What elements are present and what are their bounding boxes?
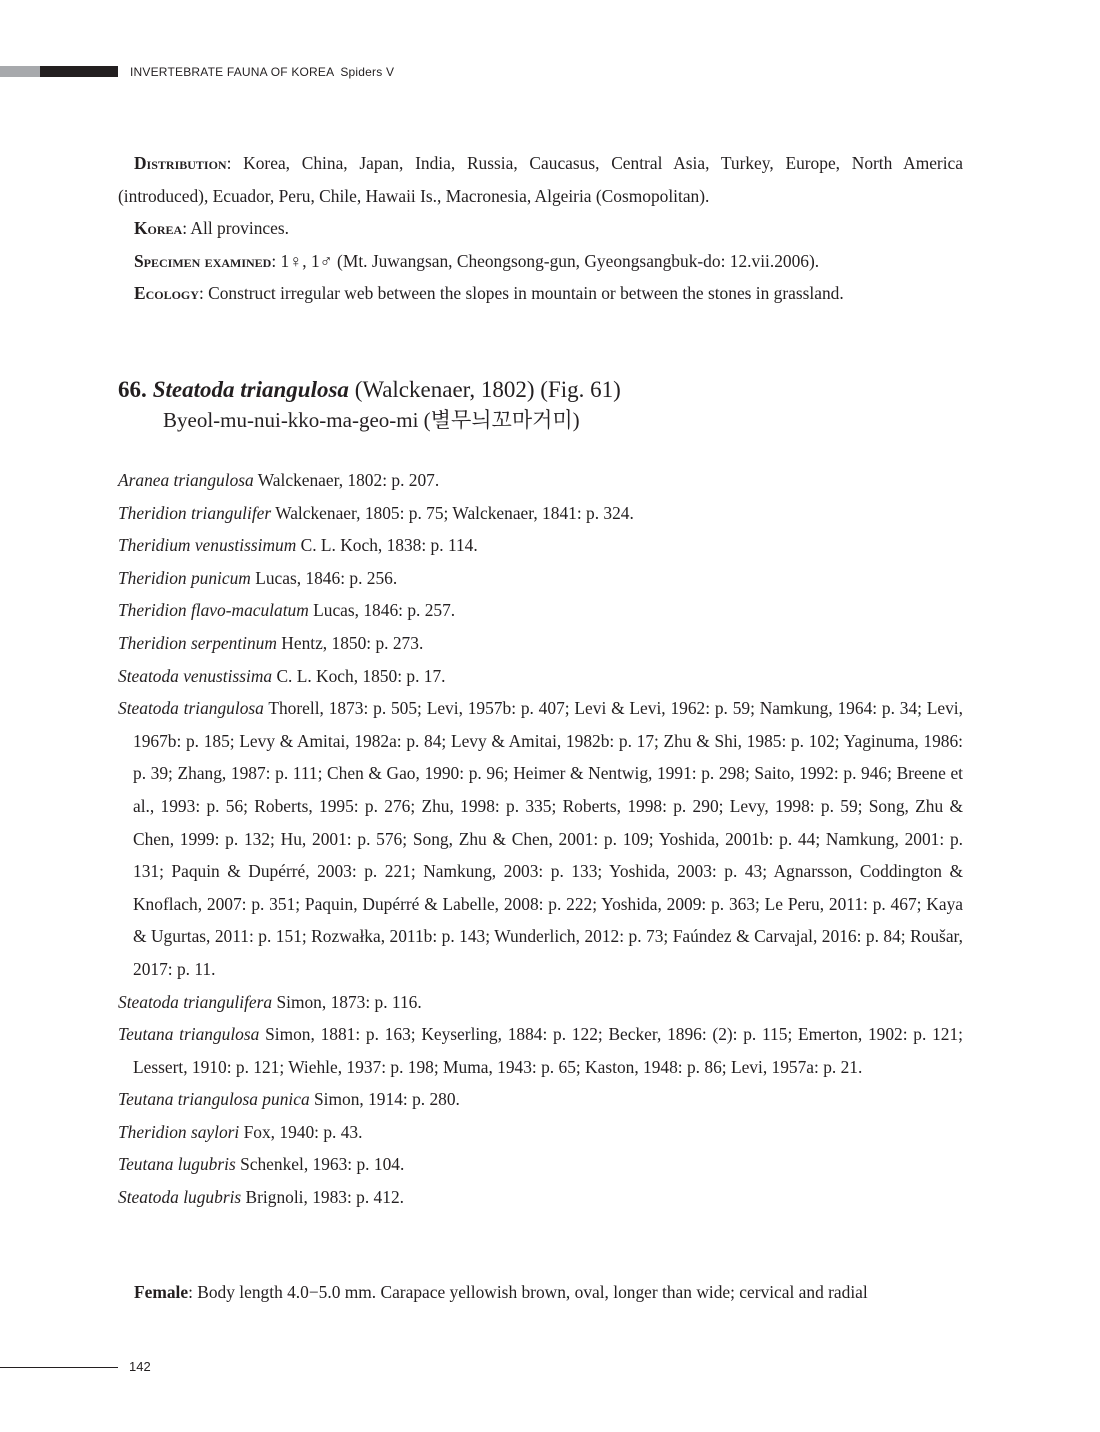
synonym-entry: Steatoda venustissima C. L. Koch, 1850: p. 17. <box>118 665 446 686</box>
synonym-entry: Theridion serpentinum Hentz, 1850: p. 273. <box>118 632 424 653</box>
header-subtitle: Spiders V <box>340 65 395 79</box>
ecology-paragraph: Ecology: Construct irregular web between the slopes in mountain or between the stones in grassland. <box>134 283 844 304</box>
intro-section <box>118 147 963 310</box>
header-title: INVERTEBRATE FAUNA OF KOREA <box>130 65 335 79</box>
synonym-entry: Teutana lugubris Schenkel, 1963: p. 104. <box>118 1154 405 1175</box>
synonym-entry: Theridion triangulifer Walckenaer, 1805: p. 75; Walckenaer, 1841: p. 324. <box>118 502 634 523</box>
page-number: 142 <box>129 1359 151 1374</box>
synonym-entry: Steatoda lugubris Brignoli, 1983: p. 412. <box>118 1187 404 1208</box>
female-description: Female: Body length 4.0−5.0 mm. Carapace yellowish brown, oval, longer than wide; cervical and radial <box>134 1282 868 1302</box>
species-common-name: Byeol-mu-nui-kko-ma-geo-mi (별무늬꼬마거미) <box>163 408 580 432</box>
header-bar-black <box>40 66 118 77</box>
synonym-entry: Teutana triangulosa punica Simon, 1914: p. 280. <box>118 1089 460 1110</box>
synonym-entry: Steatoda triangulosa Thorell, 1873: p. 505; Levi, 1957b: p. 407; Levi & Levi, 1962: p. 59; Namkung, 1964: p. 34; Levi, 1967b: p. 185; Levy & Amitai, 1982a: p. 84; Levy & Amitai, 1982b: p. 17; Zhu & Shi, 1985: p. 102; Yaginuma, 1986: p. 39; Zhang, 1987: p. 111; Chen & Gao, 1990: p. 96; Heimer & Nentwig, 1991: p. 298; Saito, 1992: p. 946; Breene et al., 1993: p. 56; Roberts, 1995: p. 276; Zhu, 1998: p. 335; Roberts, 1998: p. 290; Levy, 1998: p. 59; Song, Zhu & Chen, 1999: p. 132; Hu, 2001: p. 576; Song, Zhu & Chen, 2001: p. 109; Yoshida, 2001b: p. 44; Namkung, 2001: p. 131; Paquin & Dupérré, 2003: p. 221; Namkung, 2003: p. 133; Yoshida, 2003: p. 43; Agnarsson, Coddington & Knoflach, 2007: p. 351; Paquin, Dupérré & Labelle, 2008: p. 222; Yoshida, 2009: p. 363; Le Peru, 2011: p. 467; Kaya & Ugurtas, 2011: p. 151; Rozwałka, 2011b: p. 143; Wunderlich, 2012: p. 73; Faúndez & Carvajal, 2016: p. 84; Roušar, 2017: p. 11. <box>118 698 963 979</box>
synonym-entry: Theridion saylori Fox, 1940: p. 43. <box>118 1121 363 1142</box>
synonym-entry: Aranea triangulosa Walckenaer, 1802: p. 207. <box>118 470 440 490</box>
synonym-list <box>118 464 963 1214</box>
synonym-entry: Steatoda triangulifera Simon, 1873: p. 116. <box>118 991 422 1012</box>
synonym-entry: Theridion flavo-maculatum Lucas, 1846: p. 257. <box>118 600 456 621</box>
distribution-paragraph: Distribution: Korea, China, Japan, India, Russia, Caucasus, Central Asia, Turkey, Europe, North America (introduced), Ecuador, Peru, Chile, Hawaii Is., Macronesia, Algeiria (Cosmopolitan). <box>118 153 963 206</box>
header-bar-gray <box>0 66 40 77</box>
running-header <box>130 65 394 79</box>
species-heading <box>118 374 621 405</box>
specimen-paragraph: Specimen examined: 1♀, 1♂ (Mt. Juwangsan, Cheongsong-gun, Gyeongsangbuk-do: 12.vii.2006). <box>134 250 820 271</box>
synonym-entry: Theridium venustissimum C. L. Koch, 1838: p. 114. <box>118 535 478 556</box>
synonym-entry: Teutana triangulosa Simon, 1881: p. 163; Keyserling, 1884: p. 122; Becker, 1896: (2): p. 115; Emerton, 1902: p. 121; Lessert, 1910: p. 121; Wiehle, 1937: p. 198; Muma, 1943: p. 65; Kaston, 1948: p. 86; Levi, 1957a: p. 21. <box>118 1024 963 1077</box>
description-section <box>118 1276 963 1309</box>
korea-paragraph: Korea: All provinces. <box>134 218 289 239</box>
species-author: (Walckenaer, 1802) (Fig. 61) <box>354 377 621 402</box>
species-number: 66. <box>118 377 147 402</box>
footer-rule <box>0 1367 118 1368</box>
species-name: Steatoda triangulosa <box>152 377 349 402</box>
synonym-entry: Theridion punicum Lucas, 1846: p. 256. <box>118 567 398 588</box>
